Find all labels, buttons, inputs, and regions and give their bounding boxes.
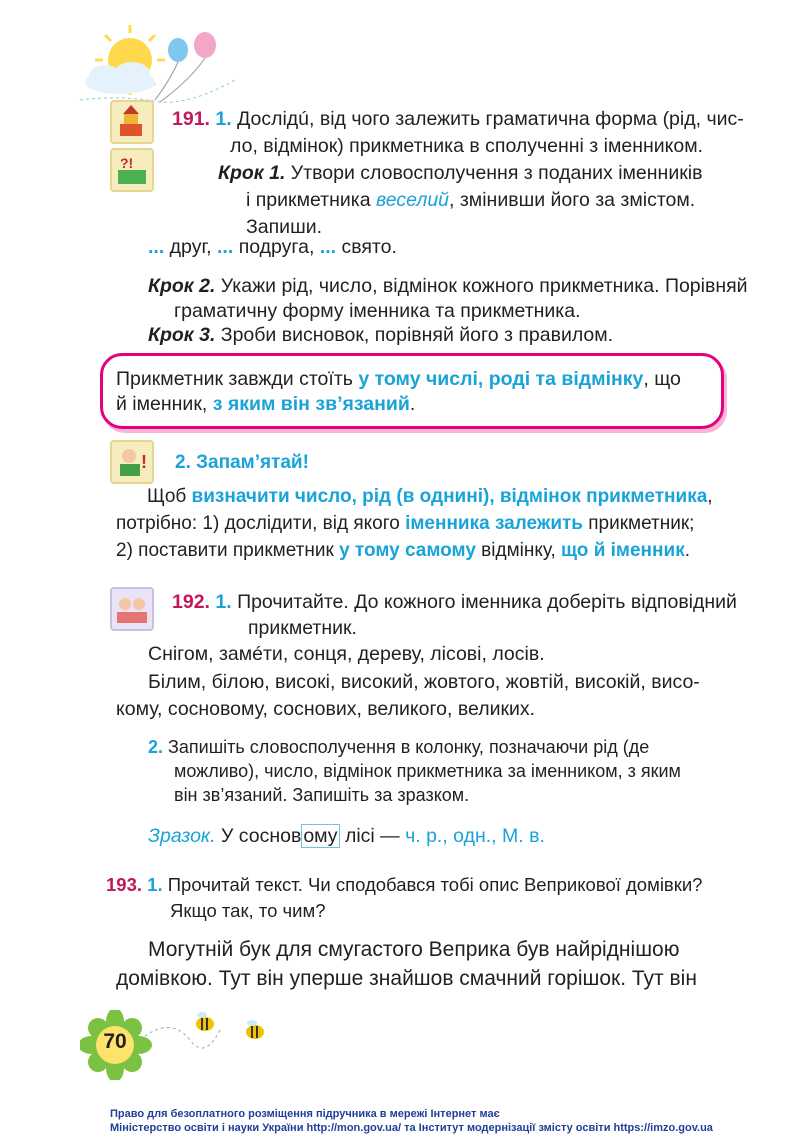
word: друг, <box>164 236 218 258</box>
word-list <box>148 234 397 261</box>
sample-tag: ч. р., одн., М. в. <box>405 825 545 847</box>
rule-text: й іменник, <box>116 393 213 415</box>
exercise-number: 192. <box>172 591 210 613</box>
step-text: і прикметника <box>246 189 371 211</box>
ex192-line1 <box>172 589 737 616</box>
blank-dots: ... <box>319 236 337 258</box>
word: свято. <box>336 236 397 258</box>
exercise-number: 193. <box>106 874 143 895</box>
remember-line2 <box>116 510 694 537</box>
bee-icon <box>196 1012 214 1031</box>
footer-line2: Міністерство освіти і науки України http://mon.gov.ua/ та Інститут модернізації змісту освіти https://imzo.gov.ua <box>110 1122 713 1134</box>
task-text: Запишіть словосполучення в колонку, позначаючи рід (де <box>168 737 650 757</box>
ex192-words3: кому, сосновому, соснових, великого, великих. <box>116 698 536 720</box>
ex193-paragraph-line1: Могутній бук для смугастого Веприка був найріднішою <box>148 938 680 961</box>
subtask-number: 1. <box>215 108 232 130</box>
rule-highlight: у тому числі, роді та відмінку <box>358 368 644 390</box>
ex192-task2-line2: можливо), число, відмінок прикметника за іменником, з яким <box>174 761 681 781</box>
ex193-line2: Якщо так, то чим? <box>170 900 326 921</box>
remember-text: потрібно: 1) дослідити, від якого <box>116 513 406 534</box>
sample-label: Зразок. <box>148 825 216 847</box>
cloud-icon <box>85 62 155 94</box>
two-children-icon <box>110 587 154 631</box>
remember-highlight: іменника залежить <box>405 513 583 534</box>
step-text: Укажи рід, число, відмінок кожного прикметника. Порівняй <box>215 275 748 297</box>
subtask-number: 1. <box>147 874 163 895</box>
question-exclamation-icon <box>110 148 154 192</box>
svg-text:!: ! <box>141 452 147 472</box>
remember-highlight: визначити число, рід (в однині), відмінок прикметника <box>191 486 708 507</box>
ending-box: ому <box>303 825 338 847</box>
step-text: Зроби висновок, порівняй його з правилом. <box>215 324 614 346</box>
rule-text: Прикметник завжди стоїть <box>116 368 359 390</box>
ex192-words1: Снігом, замéти, сонця, дереву, лісові, лосів. <box>148 643 545 665</box>
step2-line2: граматичну форму іменника та прикметника. <box>174 300 581 322</box>
reading-child-icon <box>110 440 154 484</box>
ex191-line1 <box>172 106 744 133</box>
ex193-line1 <box>106 871 702 898</box>
blank-dots: ... <box>148 236 165 258</box>
step1-line1 <box>218 160 702 187</box>
sample-line <box>148 823 545 850</box>
rule-highlight: з яким він зв’язаний <box>212 393 410 415</box>
footer-line1: Право для безоплатного розміщення підручника в мережі Інтернет має <box>110 1108 500 1120</box>
subtask-number: 2. <box>148 737 164 757</box>
task-text: Прочитай текст. Чи сподобався тобі опис Веприкової домівки? <box>167 874 703 895</box>
rule-line1 <box>116 366 681 393</box>
subtask-number: 1. <box>215 591 232 613</box>
exercise-number: 191. <box>172 108 210 130</box>
remember-text: . <box>684 540 690 561</box>
ex192-words2: Білим, білою, високі, високий, жовтого, жовтій, високій, висо- <box>148 671 700 693</box>
remember-text: прикметник; <box>582 513 695 534</box>
ex191-line2: ло, відмінок) прикметника в сполученні з іменником. <box>230 135 704 157</box>
ex192-task2-line1 <box>148 734 649 761</box>
ex192-task2-line3: він зв’язаний. Запишіть за зразком. <box>174 785 470 805</box>
remember-text: , <box>707 486 713 507</box>
sun-cloud-balloons-illustration <box>60 20 240 110</box>
ex192-line2: прикметник. <box>248 617 357 639</box>
remember-line1 <box>147 483 713 510</box>
highlighted-word: веселий <box>376 189 450 211</box>
remember-highlight: що й іменник <box>561 540 685 561</box>
remember-title: 2. Запам’ятай! <box>175 452 309 473</box>
word: подруга, <box>233 236 320 258</box>
step1-line3: Запиши. <box>246 216 323 238</box>
step-label: Крок 1. <box>218 162 286 184</box>
ex193-paragraph-line2: домівкою. Тут він уперше знайшов смачний горішок. Тут він <box>116 967 697 990</box>
remember-text: Щоб <box>147 486 192 507</box>
sample-text: лісі — <box>339 825 406 847</box>
blocks-icon <box>110 100 154 144</box>
remember-highlight: у тому самому <box>339 540 476 561</box>
remember-text: 2) поставити прикметник <box>116 540 340 561</box>
step1-line2 <box>246 187 695 214</box>
step3-line <box>148 322 613 349</box>
step-label: Крок 3. <box>148 324 216 346</box>
step2-line1 <box>148 273 748 300</box>
sample-text: У соснов <box>215 825 302 847</box>
rule-text: . <box>409 393 416 415</box>
step-text: , змінивши його за змістом. <box>449 189 696 211</box>
page-number: 70 <box>103 1030 127 1053</box>
remember-line3 <box>116 537 690 564</box>
rule-text: , що <box>643 368 681 390</box>
step-text: Утвори словосполучення з поданих іменників <box>290 162 703 184</box>
task-text: Дослідú, від чого залежить граматична форма (рід, чис- <box>237 108 744 130</box>
svg-text:?!: ?! <box>120 155 134 171</box>
bee-icon <box>246 1020 264 1039</box>
blank-dots: ... <box>217 236 234 258</box>
remember-text: відмінку, <box>475 540 562 561</box>
task-text: Прочитайте. До кожного іменника доберіть відповідний <box>237 591 737 613</box>
rule-line2 <box>116 391 415 418</box>
step-label: Крок 2. <box>148 275 216 297</box>
